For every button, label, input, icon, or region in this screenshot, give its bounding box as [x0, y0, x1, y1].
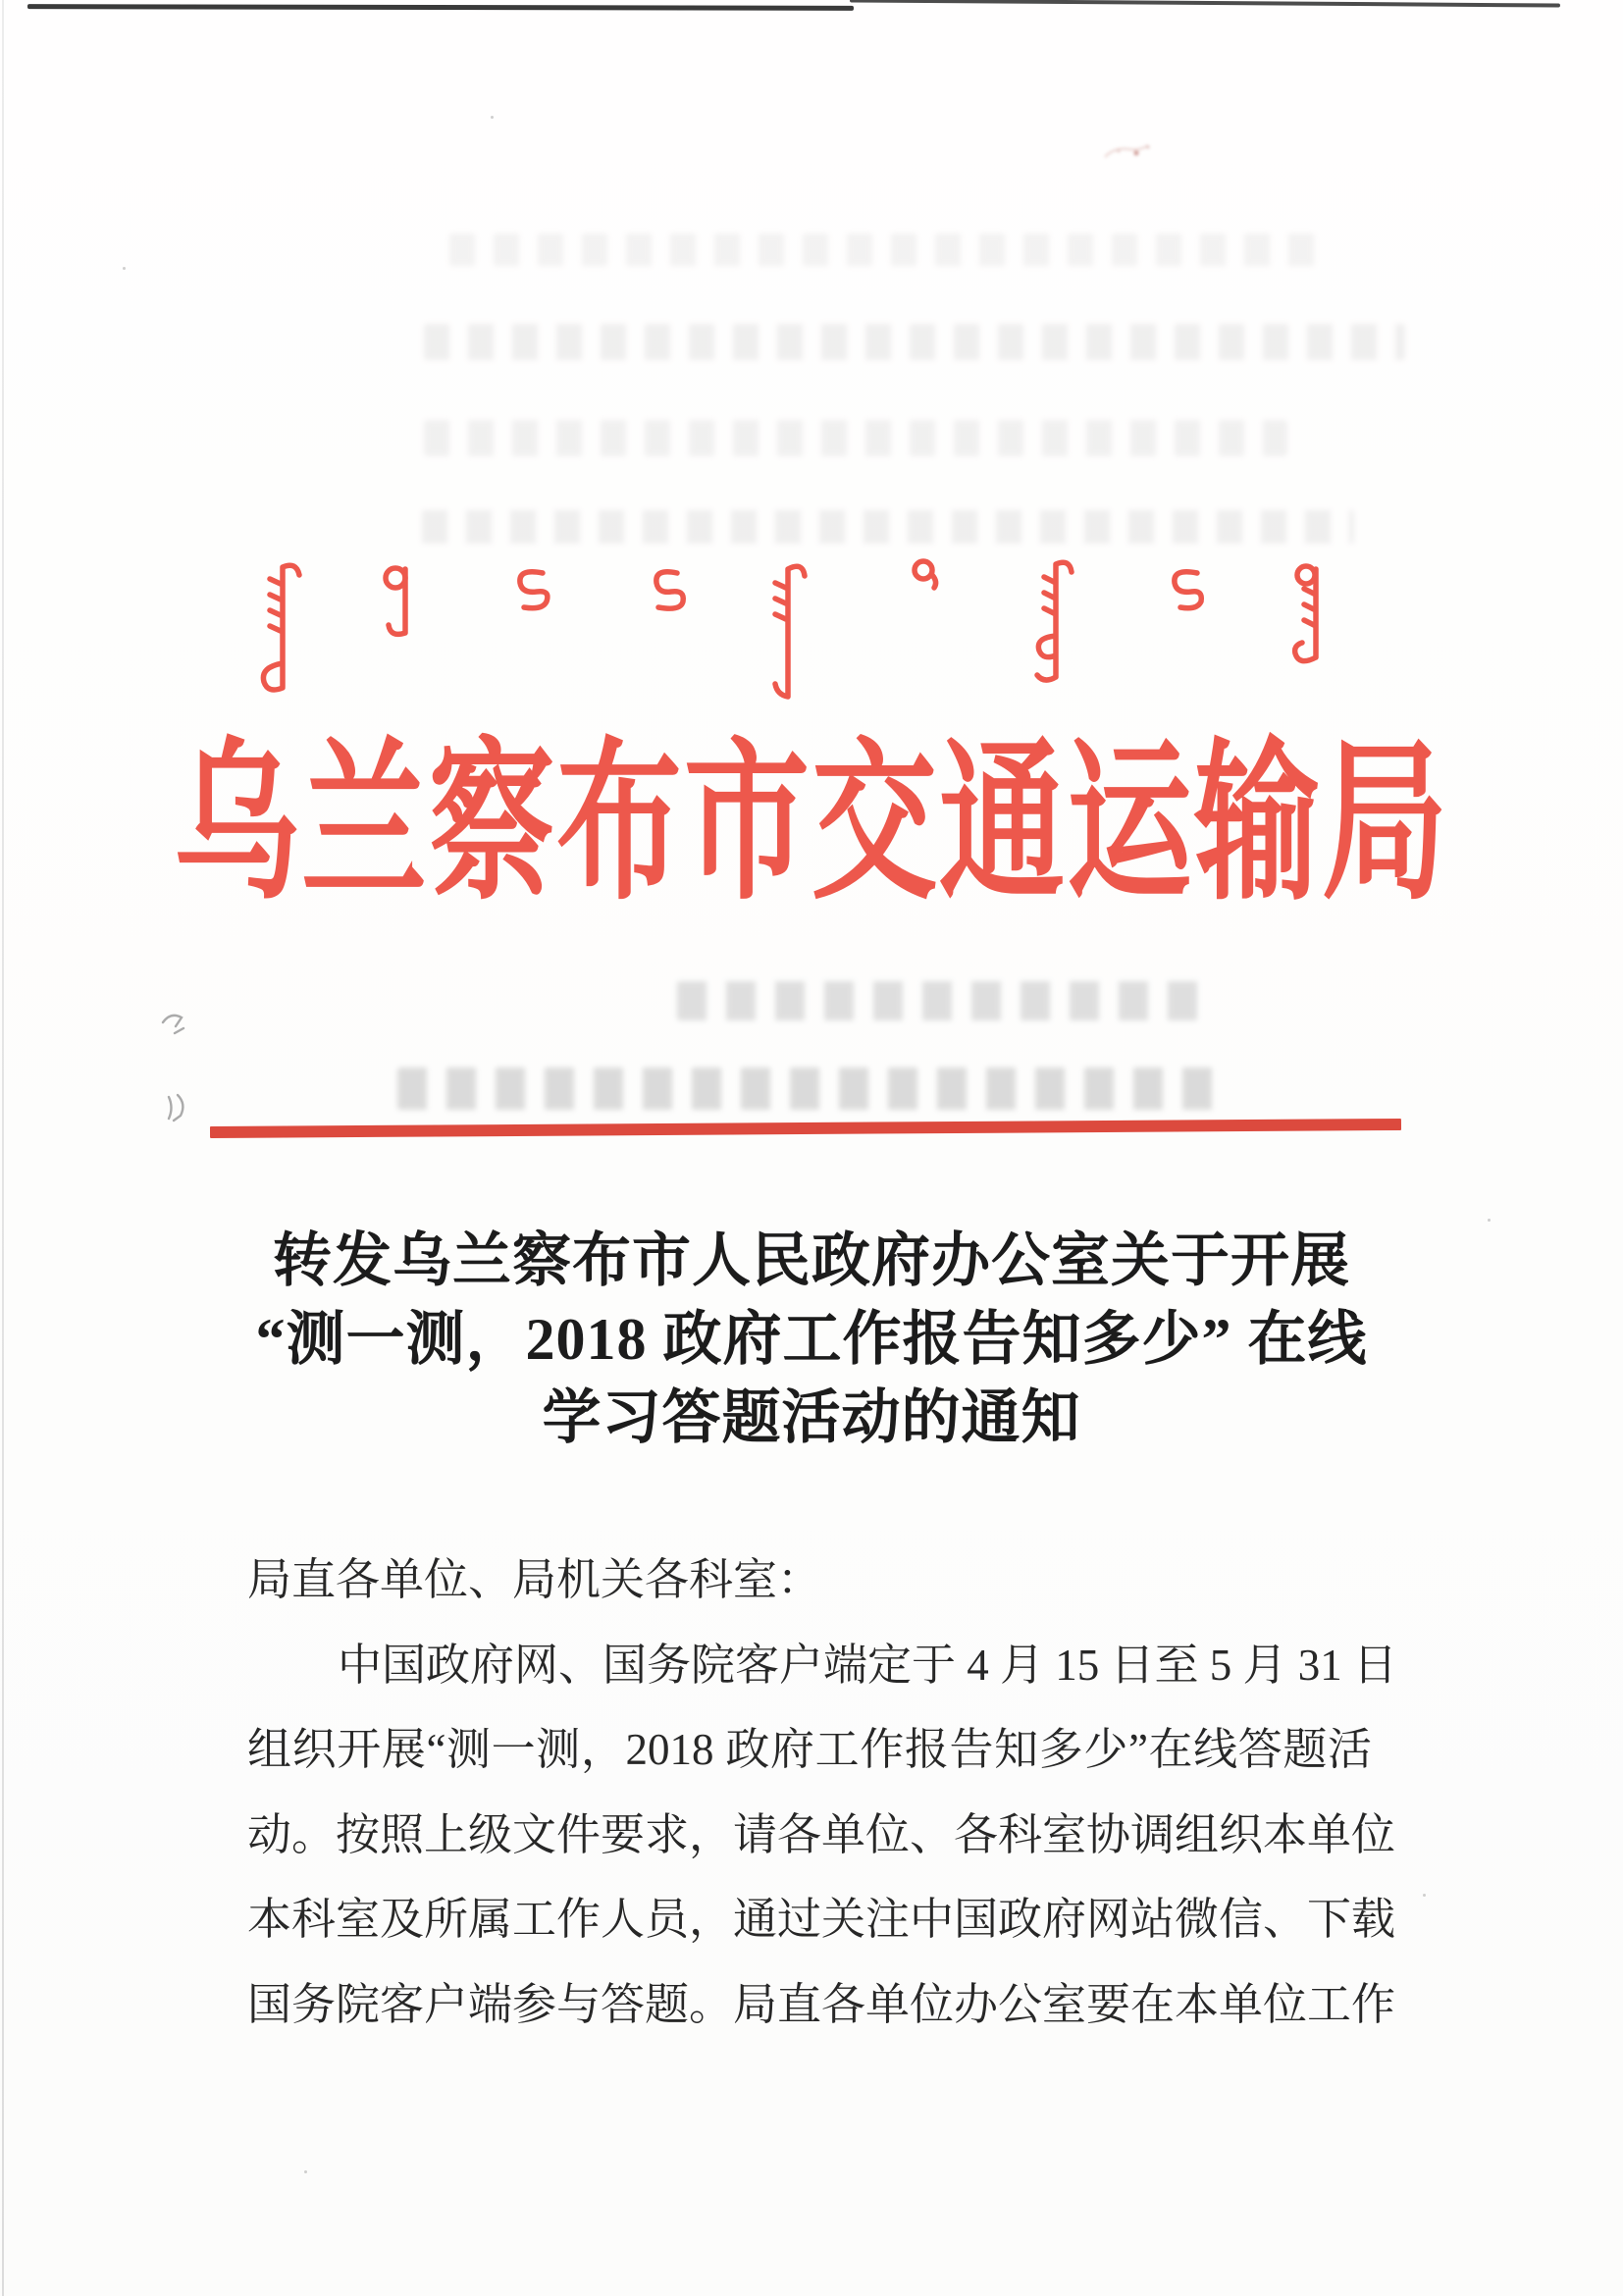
body-line: 中国政府网、国务院客户端定于 4 月 15 日至 5 月 31 日	[338, 1640, 1398, 1690]
body-line: 国务院客户端参与答题。局直各单位办公室要在本单位工作	[247, 1979, 1396, 2029]
pencil-mark-artifact	[147, 1001, 216, 1128]
document-title	[0, 1222, 1623, 1457]
document-body	[247, 1538, 1398, 2047]
letterhead-org-name: 乌兰察布市交通运输局	[173, 728, 1449, 920]
title-line: “测一测，2018 政府工作报告知多少” 在线	[255, 1307, 1368, 1372]
bleedthrough-ghost-row	[397, 1068, 1217, 1110]
scan-speck	[1423, 1894, 1426, 1897]
mongolian-script-graphic	[0, 0, 1623, 726]
body-salutation: 局直各单位、局机关各科室：	[247, 1555, 822, 1604]
bleedthrough-ghost-row	[677, 981, 1212, 1020]
scan-speck	[304, 2170, 307, 2173]
title-line: 学习答题活动的通知	[542, 1385, 1081, 1450]
letterhead-divider-line	[210, 1119, 1401, 1138]
body-line: 本科室及所属工作人员，通过关注中国政府网站微信、下载	[247, 1895, 1396, 1944]
title-line: 转发乌兰察布市人民政府办公室关于开展	[273, 1228, 1350, 1293]
body-line: 动。按照上级文件要求，请各单位、各科室协调组织本单位	[247, 1809, 1396, 1859]
body-line: 组织开展“测一测，2018 政府工作报告知多少”在线答题活	[247, 1725, 1372, 1774]
